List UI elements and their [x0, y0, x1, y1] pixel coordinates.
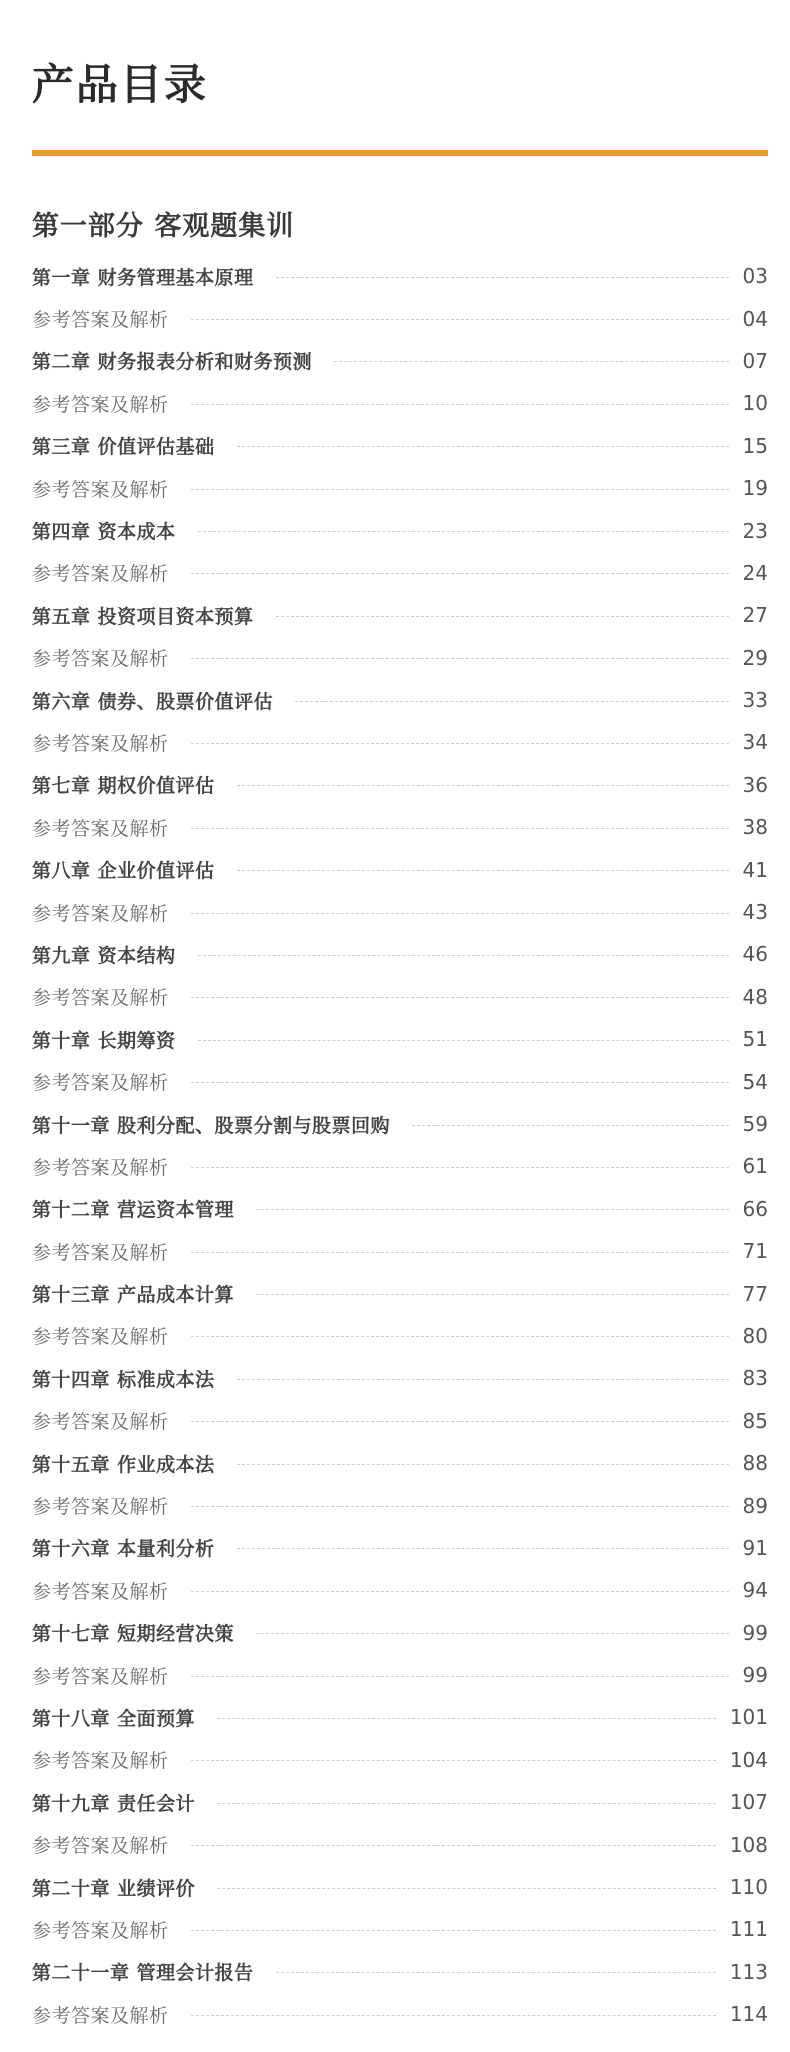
dotted-leader [237, 446, 729, 447]
dotted-leader [191, 319, 729, 320]
toc-answer-entry[interactable] [32, 1145, 768, 1187]
dotted-leader [256, 1294, 728, 1295]
toc-page-number: 99 [742, 1620, 768, 1645]
dotted-leader [237, 1464, 729, 1465]
toc-answer-entry[interactable] [32, 1654, 768, 1696]
toc-answer-entry[interactable] [32, 1569, 768, 1611]
toc-entry-label: 参考答案及解析 [32, 393, 169, 416]
dotted-leader [412, 1125, 728, 1126]
dotted-leader [256, 1209, 728, 1210]
toc-page-number: 41 [742, 857, 768, 882]
toc-answer-entry[interactable] [32, 552, 768, 594]
toc-entry-label: 第四章 资本成本 [32, 521, 176, 544]
toc-page-number: 33 [742, 688, 768, 713]
toc-answer-entry[interactable] [32, 1484, 768, 1526]
toc-page-number: 51 [742, 1027, 768, 1052]
toc-answer-entry[interactable] [32, 721, 768, 763]
toc-page-number: 77 [742, 1281, 768, 1306]
dotted-leader [276, 616, 729, 617]
dotted-leader [276, 277, 729, 278]
toc-chapter-entry[interactable] [32, 1781, 768, 1823]
dotted-leader [334, 361, 728, 362]
toc-entry-label: 第二十一章 管理会计报告 [32, 1962, 254, 1985]
toc-entry-label: 第一章 财务管理基本原理 [32, 266, 254, 289]
toc-chapter-entry[interactable] [32, 425, 768, 467]
toc-page-number: 110 [729, 1875, 768, 1900]
dotted-leader [191, 658, 729, 659]
toc-entry-label: 第六章 债券、股票价值评估 [32, 690, 274, 713]
toc-answer-entry[interactable] [32, 1739, 768, 1781]
toc-page-number: 15 [742, 433, 768, 458]
dotted-leader [191, 1506, 729, 1507]
toc-entry-label: 参考答案及解析 [32, 1580, 169, 1603]
dotted-leader [191, 913, 729, 914]
toc-entry-label: 参考答案及解析 [32, 309, 169, 332]
toc-entry-label: 参考答案及解析 [32, 648, 169, 671]
dotted-leader [191, 828, 729, 829]
toc-page-number: 83 [742, 1366, 768, 1391]
toc-page-number: 111 [729, 1917, 768, 1942]
toc-page-number: 66 [742, 1196, 768, 1221]
dotted-leader [191, 1421, 729, 1422]
toc-answer-entry[interactable] [32, 1315, 768, 1357]
toc-page-number: 94 [742, 1578, 768, 1603]
toc-chapter-entry[interactable] [32, 1188, 768, 1230]
toc-entry-label: 第十四章 标准成本法 [32, 1368, 215, 1391]
toc-entry-label: 参考答案及解析 [32, 1750, 169, 1773]
toc-page-number: 101 [729, 1705, 768, 1730]
dotted-leader [217, 1803, 716, 1804]
toc-page-number: 91 [742, 1535, 768, 1560]
table-of-contents [32, 255, 768, 2035]
toc-answer-entry[interactable] [32, 1230, 768, 1272]
toc-chapter-entry[interactable] [32, 1272, 768, 1314]
dotted-leader [217, 1888, 716, 1889]
toc-page-number: 04 [742, 306, 768, 331]
toc-page-number: 85 [742, 1408, 768, 1433]
dotted-leader [198, 531, 729, 532]
toc-entry-label: 第八章 企业价值评估 [32, 860, 215, 883]
toc-entry-label: 参考答案及解析 [32, 732, 169, 755]
toc-entry-label: 参考答案及解析 [32, 1072, 169, 1095]
toc-chapter-entry[interactable] [32, 1951, 768, 1993]
toc-page-number: 104 [729, 1747, 768, 1772]
toc-chapter-entry[interactable] [32, 1018, 768, 1060]
title-accent-bar [32, 150, 768, 156]
toc-entry-label: 参考答案及解析 [32, 1496, 169, 1519]
toc-page-number: 107 [729, 1790, 768, 1815]
toc-page-number: 46 [742, 942, 768, 967]
toc-entry-label: 第十六章 本量利分析 [32, 1538, 215, 1561]
toc-entry-label: 参考答案及解析 [32, 563, 169, 586]
toc-entry-label: 参考答案及解析 [32, 478, 169, 501]
toc-chapter-entry[interactable] [32, 1866, 768, 1908]
toc-page-number: 03 [742, 264, 768, 289]
toc-page-number: 34 [742, 730, 768, 755]
toc-page-number: 07 [742, 348, 768, 373]
dotted-leader [191, 1760, 716, 1761]
toc-page-number: 19 [742, 476, 768, 501]
dotted-leader [198, 1040, 729, 1041]
toc-page-number: 10 [742, 391, 768, 416]
toc-page-number: 71 [742, 1239, 768, 1264]
dotted-leader [276, 1972, 716, 1973]
toc-chapter-entry[interactable] [32, 1103, 768, 1145]
toc-chapter-entry[interactable] [32, 1612, 768, 1654]
toc-answer-entry[interactable] [32, 1060, 768, 1102]
dotted-leader [237, 1379, 729, 1380]
toc-entry-label: 参考答案及解析 [32, 1919, 169, 1942]
section-title: 第一部分 客观题集训 [32, 211, 295, 242]
toc-answer-entry[interactable] [32, 467, 768, 509]
toc-entry-label: 参考答案及解析 [32, 2004, 169, 2027]
toc-answer-entry[interactable] [32, 1908, 768, 1950]
toc-chapter-entry[interactable] [32, 1357, 768, 1399]
toc-page-number: 29 [742, 645, 768, 670]
toc-entry-label: 参考答案及解析 [32, 817, 169, 840]
toc-page-number: 99 [742, 1663, 768, 1688]
toc-answer-entry[interactable] [32, 806, 768, 848]
dotted-leader [191, 1845, 716, 1846]
page-title: 产品目录 [32, 60, 209, 109]
toc-chapter-entry[interactable] [32, 848, 768, 890]
toc-entry-label: 第十章 长期筹资 [32, 1029, 176, 1052]
toc-entry-label: 第五章 投资项目资本预算 [32, 605, 254, 628]
toc-entry-label: 参考答案及解析 [32, 1411, 169, 1434]
dotted-leader [191, 404, 729, 405]
toc-page-number: 27 [742, 603, 768, 628]
toc-answer-entry[interactable] [32, 382, 768, 424]
toc-page-number: 61 [742, 1154, 768, 1179]
dotted-leader [237, 1548, 729, 1549]
toc-page-number: 80 [742, 1323, 768, 1348]
toc-entry-label: 第十八章 全面预算 [32, 1707, 196, 1730]
toc-page-number: 113 [729, 1959, 768, 1984]
toc-page-number: 114 [729, 2002, 768, 2027]
toc-entry-label: 参考答案及解析 [32, 1326, 169, 1349]
toc-page-number: 89 [742, 1493, 768, 1518]
toc-chapter-entry[interactable] [32, 340, 768, 382]
dotted-leader [256, 1633, 728, 1634]
dotted-leader [191, 1930, 716, 1931]
toc-entry-label: 第十五章 作业成本法 [32, 1453, 215, 1476]
dotted-leader [191, 1591, 729, 1592]
toc-entry-label: 第十二章 营运资本管理 [32, 1199, 235, 1222]
dotted-leader [191, 2015, 716, 2016]
toc-chapter-entry[interactable] [32, 509, 768, 551]
toc-entry-label: 第七章 期权价值评估 [32, 775, 215, 798]
dotted-leader [191, 1676, 729, 1677]
toc-chapter-entry[interactable] [32, 679, 768, 721]
toc-answer-entry[interactable] [32, 976, 768, 1018]
toc-entry-label: 参考答案及解析 [32, 1665, 169, 1688]
toc-answer-entry[interactable] [32, 1993, 768, 2035]
toc-chapter-entry[interactable] [32, 594, 768, 636]
toc-chapter-entry[interactable] [32, 1696, 768, 1738]
toc-entry-label: 第九章 资本结构 [32, 944, 176, 967]
toc-entry-label: 参考答案及解析 [32, 1835, 169, 1858]
toc-chapter-entry[interactable] [32, 255, 768, 297]
dotted-leader [191, 743, 729, 744]
toc-page-number: 38 [742, 815, 768, 840]
toc-entry-label: 第十三章 产品成本计算 [32, 1284, 235, 1307]
toc-answer-entry[interactable] [32, 637, 768, 679]
toc-entry-label: 第十一章 股利分配、股票分割与股票回购 [32, 1114, 391, 1137]
toc-chapter-entry[interactable] [32, 933, 768, 975]
dotted-leader [191, 489, 729, 490]
toc-page-number: 108 [729, 1832, 768, 1857]
toc-page-number: 23 [742, 518, 768, 543]
toc-chapter-entry[interactable] [32, 1527, 768, 1569]
toc-entry-label: 参考答案及解析 [32, 1156, 169, 1179]
dotted-leader [191, 1167, 729, 1168]
dotted-leader [191, 1336, 729, 1337]
toc-page-number: 59 [742, 1112, 768, 1136]
toc-answer-entry[interactable] [32, 297, 768, 339]
dotted-leader [191, 1252, 729, 1253]
toc-page-number: 24 [742, 560, 768, 585]
toc-entry-label: 参考答案及解析 [32, 902, 169, 925]
dotted-leader [217, 1718, 716, 1719]
toc-entry-label: 第十九章 责任会计 [32, 1792, 196, 1815]
toc-entry-label: 第二十章 业绩评价 [32, 1877, 196, 1900]
dotted-leader [295, 701, 728, 702]
toc-chapter-entry[interactable] [32, 764, 768, 806]
toc-answer-entry[interactable] [32, 1400, 768, 1442]
dotted-leader [198, 955, 729, 956]
toc-chapter-entry[interactable] [32, 1442, 768, 1484]
toc-answer-entry[interactable] [32, 1823, 768, 1865]
toc-page-number: 48 [742, 984, 768, 1009]
toc-entry-label: 第三章 价值评估基础 [32, 436, 215, 459]
toc-page-number: 36 [742, 772, 768, 797]
toc-entry-label: 第二章 财务报表分析和财务预测 [32, 351, 313, 374]
dotted-leader [191, 997, 729, 998]
toc-entry-label: 参考答案及解析 [32, 1241, 169, 1264]
dotted-leader [191, 1082, 729, 1083]
dotted-leader [237, 785, 729, 786]
dotted-leader [237, 870, 729, 871]
toc-page-number: 88 [742, 1451, 768, 1476]
toc-page-number: 43 [742, 900, 768, 925]
toc-entry-label: 第十七章 短期经营决策 [32, 1623, 235, 1646]
toc-entry-label: 参考答案及解析 [32, 987, 169, 1010]
dotted-leader [191, 573, 729, 574]
toc-answer-entry[interactable] [32, 891, 768, 933]
toc-page-number: 54 [742, 1069, 768, 1094]
